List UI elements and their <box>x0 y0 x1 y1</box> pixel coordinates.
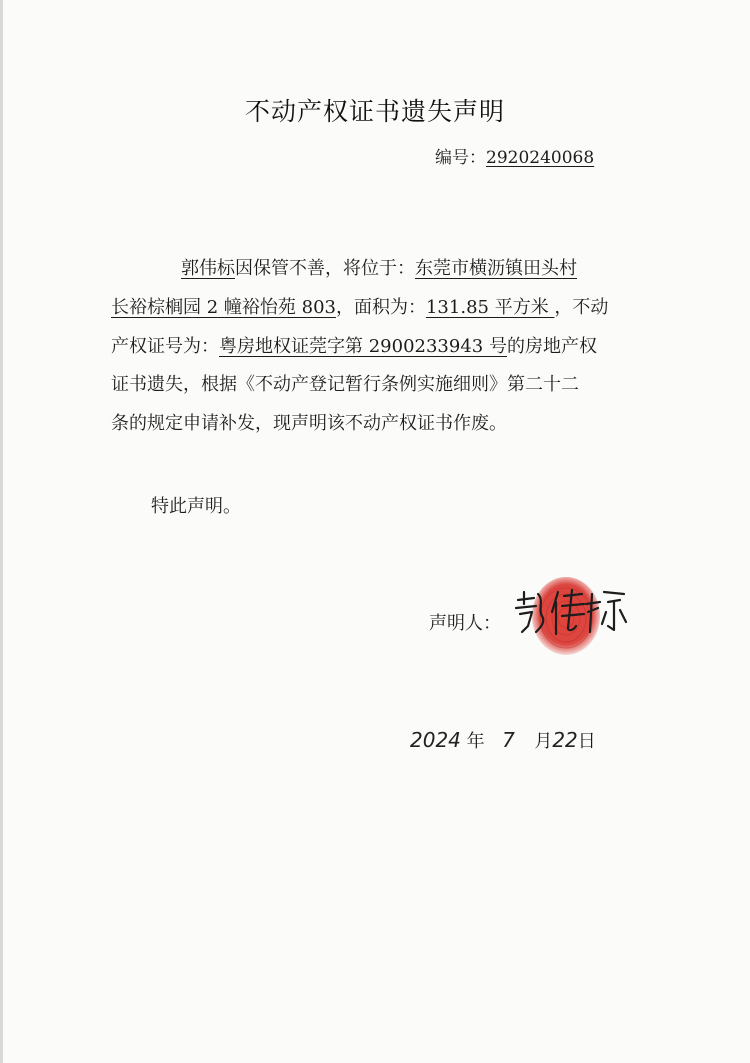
paragraph-line-1 <box>181 257 577 281</box>
paragraph-line-3 <box>111 335 597 359</box>
signature-stroke <box>516 592 543 632</box>
closing-statement: 特此声明。 <box>151 496 241 517</box>
date-month-unit: 月 <box>534 731 553 752</box>
date-day-unit: 日 <box>577 731 596 752</box>
text-4: 产权证号为： <box>111 336 219 357</box>
cert-number: 粤房地权证莞字第 2900233943 号 <box>219 336 507 357</box>
text-3: ，不动 <box>554 297 609 318</box>
paragraph-line-4: 证书遗失，根据《不动产登记暂行条例实施细则》第二十二 <box>111 374 579 395</box>
scan-edge <box>0 0 3 1063</box>
signature-stroke <box>552 590 584 634</box>
date-month: 7 <box>502 728 515 752</box>
signature-stroke <box>586 592 626 632</box>
declarant-label: 声明人： <box>429 613 501 634</box>
text-1: 因保管不善，将位于： <box>235 258 415 279</box>
declaration-date <box>410 727 596 753</box>
serial-number <box>435 143 594 168</box>
serial-value: 2920240068 <box>486 148 595 168</box>
handwritten-signature <box>510 582 630 642</box>
paragraph-line-5: 条的规定申请补发，现声明该不动产权证书作废。 <box>111 413 507 434</box>
paragraph-line-2 <box>111 296 608 320</box>
serial-label: 编号： <box>435 148 486 168</box>
area-value: 131.85 平方米 <box>425 297 555 318</box>
text-2: ，面积为： <box>335 297 426 318</box>
date-day: 22 <box>552 728 578 752</box>
address-part-1: 东莞市横沥镇田头村 <box>415 258 577 279</box>
document-title: 不动产权证书遗失声明 <box>244 97 505 126</box>
address-part-2: 长裕棕榈园 2 幢裕怡苑 803 <box>111 297 336 318</box>
date-year-unit: 年 <box>466 731 485 752</box>
text-5: 的房地产权 <box>506 336 597 357</box>
date-year: 2024 <box>410 728 461 752</box>
owner-name: 郭伟标 <box>181 258 235 279</box>
